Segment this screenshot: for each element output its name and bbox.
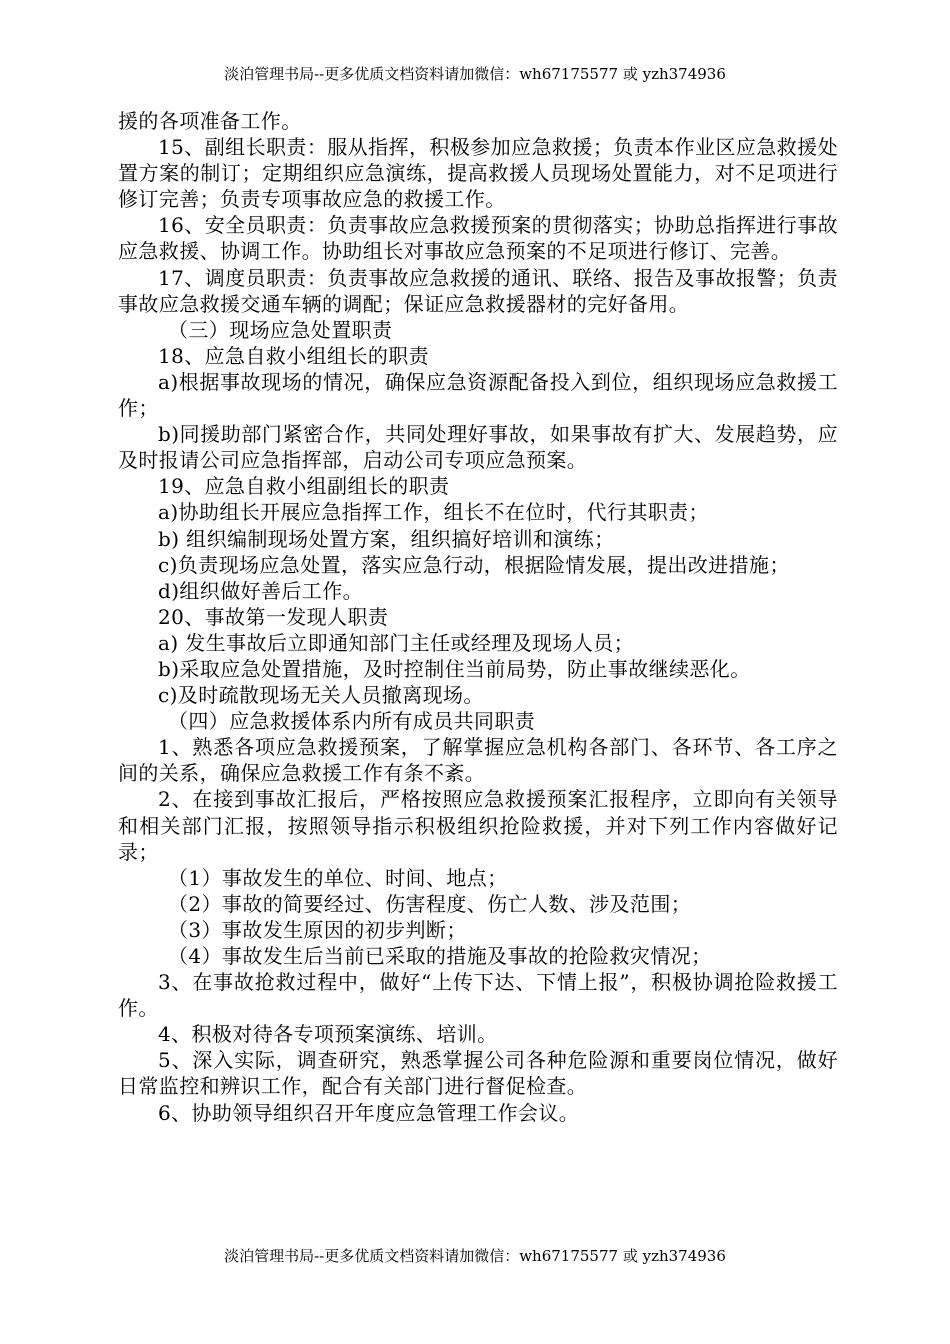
paragraph: 16、安全员职责：负责事故应急救援预案的贯彻落实；协助总指挥进行事故应急救援、协调工作。协助组长对事故应急预案的不足项进行修订、完善。 [118,213,838,264]
paragraph: 17、调度员职责：负责事故应急救援的通讯、联络、报告及事故报警；负责事故应急救援交通车辆的调配；保证应急救援器材的完好备用。 [118,265,838,316]
paragraph: b)采取应急处置措施，及时控制住当前局势，防止事故继续恶化。 [158,656,751,681]
paragraph: 4、积极对待各专项预案演练、培训。 [158,1022,498,1047]
paragraph: 援的各项准备工作。 [118,109,302,133]
paragraph: 15、副组长职责：服从指挥，积极参加应急救援；负责本作业区应急救援处置方案的制订；定期组织应急演练，提高救援人员现场处置能力，对不足项进行修订完善；负责专项事故应急的救援工作。 [118,135,838,212]
list-item: （2）事故的简要经过、伤害程度、伤亡人数、涉及范围； [168,891,692,916]
paragraph: a)根据事故现场的情况，确保应急资源配备投入到位，组织现场应急救援工作； [118,369,838,421]
list-item: （3）事故发生原因的初步判断； [168,917,467,942]
paragraph: 20、事故第一发现人职责 [158,604,389,629]
paragraph: 5、深入实际，调查研究，熟悉掌握公司各种危险源和重要岗位情况，做好日常监控和辨识工作，配合有关部门进行督促检查。 [118,1048,838,1099]
paragraph: 3、在事故抢救过程中，做好“上传下达、下情上报”，积极协调抢险救援工作。 [118,970,838,1021]
paragraph: b)同援助部门紧密合作，共同处理好事故，如果事故有扩大、发展趋势，应及时报请公司应急指挥部，启动公司专项应急预案。 [118,422,838,473]
document-body [118,108,838,1126]
paragraph: a)协助组长开展应急指挥工作，组长不在位时，代行其职责； [158,500,709,525]
section-heading: （三）现场应急处置职责 [168,317,393,342]
paragraph: c)及时疏散现场无关人员撤离现场。 [158,683,484,708]
paragraph: a) 发生事故后立即通知部门主任或经理及现场人员； [158,630,635,655]
page-footer: 淡泊管理书局--更多优质文档资料请加微信：wh67175577 或 yzh374936 [224,1247,726,1265]
paragraph: 19、应急自救小组副组长的职责 [158,474,450,499]
paragraph: 6、协助领导组织召开年度应急管理工作会议。 [158,1100,580,1125]
section-heading: （四）应急救援体系内所有成员共同职责 [168,709,536,734]
page-header: 淡泊管理书局--更多优质文档资料请加微信：wh67175577 或 yzh374936 [224,65,726,83]
paragraph: d)组织做好善后工作。 [158,578,364,603]
paragraph: 18、应急自救小组组长的职责 [158,343,430,368]
list-item: （1）事故发生的单位、时间、地点； [168,865,508,890]
paragraph: 1、熟悉各项应急救援预案，了解掌握应急机构各部门、各环节、各工序之间的关系，确保应急救援工作有条不紊。 [118,735,838,786]
paragraph: c)负责现场应急处置，落实应急行动，根据险情发展，提出改进措施； [158,552,790,577]
list-item: （4）事故发生后当前已采取的措施及事故的抢险救灾情况； [168,944,712,968]
paragraph: 2、在接到事故汇报后，严格按照应急救援预案汇报程序，立即向有关领导和相关部门汇报，按照领导指示积极组织抢险救援，并对下列工作内容做好记录； [118,787,838,864]
paragraph: b) 组织编制现场处置方案，组织搞好培训和演练； [158,526,615,551]
